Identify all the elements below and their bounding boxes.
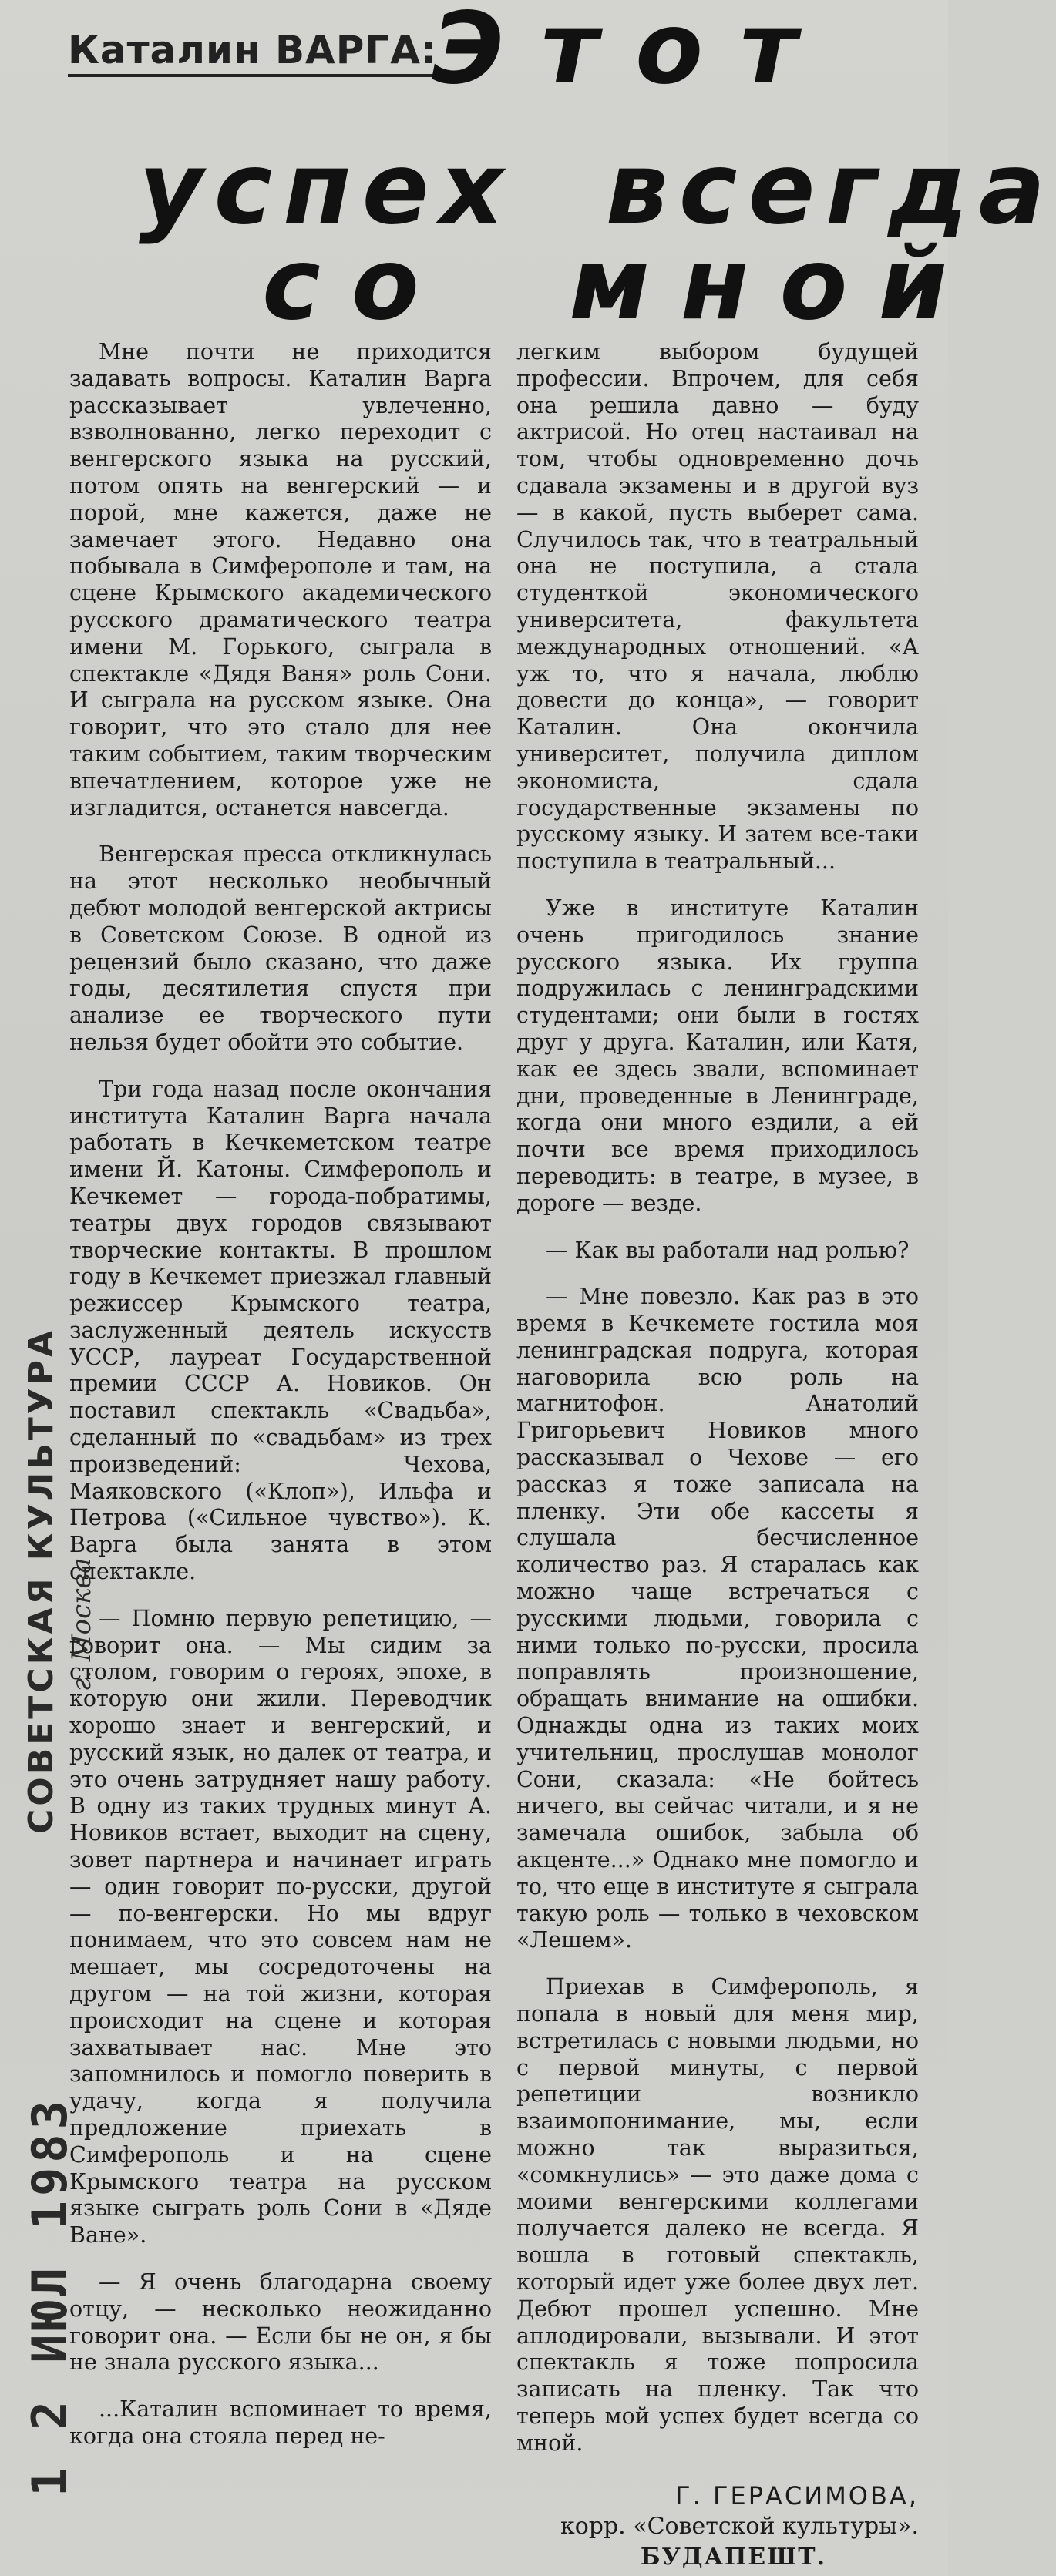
headline-line-2: успех всегда	[139, 132, 1056, 247]
paragraph: Приехав в Симферополь, я попала в новый для меня мир, встретилась с новыми людьми, но с первой минуты, с первой репетиции возникло взаимопонимание, мы, если можно так выразиться, «сомкнулись» — это даже дома с моими венгерскими коллегами получается далеко не всегда. Я вошла в готовый спектакль, который идет уже более двух лет. Дебют прошел успешно. Мне аплодировали, вызывали. И этот спектакль я тоже попросила записать на пленку. Так что теперь мой успех будет всегда со мной.	[516, 1974, 919, 2456]
stamp-newspaper: СОВЕТСКАЯ КУЛЬТУРА	[22, 1327, 61, 1834]
paragraph: Мне почти не приходится задавать вопросы. Каталин Варга рассказывает увлеченно, взволнованно, легко переходит с венгерского языка на русский, потом опять на венгерский — и порой, мне кажется, даже не замечает этого. Недавно она побывала в Симферополе и там, на сцене Крымского академического русского драматического театра имени М. Горького, сыграла в спектакле «Дядя Ваня» роль Сони. И сыграла на русском языке. Она говорит, что это стало для нее таким событием, таким творческим впечатлением, которое уже не изгладится, останется навсегда.	[69, 339, 492, 821]
signature-city: БУДАПЕШТ.	[640, 2543, 826, 2571]
stamp-city: г. Москва	[66, 1557, 97, 1691]
paragraph: Уже в институте Каталин очень пригодилось знание русского языка. Их группа подружилась с ленинградскими студентами; они были в гостях друг у друга. Каталин, или Катя, как ее здесь звали, вспоминает дни, проведенные в Ленинграде, когда они много ездили, а ей почти все время приходилось переводить: в театре, в музее, в дороге — везде.	[516, 895, 919, 1216]
signature-name: Г. ГЕРАСИМОВА,	[675, 2480, 919, 2511]
article-column-right	[516, 339, 919, 2573]
paragraph: — Помню первую репетицию, — говорит она. — Мы сидим за столом, говорим о героях, эпохе, в которую они жили. Переводчик хорошо знает и венгерский, и русский язык, но далек от театра, и это очень затрудняет нашу работу. В одну из таких трудных минут А. Новиков встает, выходит на сцену, зовет партнера и начинает играть — один говорит по-русски, другой — по-венгерски. Но мы вдруг понимаем, что это совсем нам не мешает, мы сосредоточены на другом — на той жизни, которая происходит на сцене и которая захватывает нас. Мне это запомнилось и помогло поверить в удачу, когда я получила предложение приехать в Симферополь и на сцене Крымского театра на русском языке сыграть роль Сони в «Дяде Ване».	[69, 1605, 492, 2249]
paragraph: — Как вы работали над ролью?	[546, 1237, 910, 1263]
paragraph: легким выбором будущей профессии. Впрочем, для себя она решила давно — буду актрисой. Но отец настаивал на том, чтобы одновременно дочь сдавала экзамены и в другой вуз — в какой, пусть выберет сама. Случилось так, что в театральный она не поступила, а стала студенткой экономического университета, факультета международных отношений. «А уж то, что я начала, люблю довести до конца», — говорит Каталин. Она окончила университет, получила диплом экономиста, сдала государственные экзамены по русскому языку. И затем все-таки поступила в театральный...	[516, 339, 919, 875]
archive-stamp	[22, 1327, 97, 2497]
paragraph: — Я очень благодарна своему отцу, — несколько неожиданно говорит она. — Если бы не он, я бы не знала русского языка...	[69, 2269, 492, 2376]
headline-line-3: со мной	[262, 227, 979, 342]
paragraph: ...Каталин вспоминает то время, когда она стояла перед не-	[69, 2396, 492, 2449]
headline-line-1: Этот	[432, 0, 835, 106]
signature-role: корр. «Советской культуры».	[560, 2512, 919, 2540]
stamp-date: 1 2 ИЮЛ 1983	[22, 2096, 78, 2497]
signature-block	[516, 2480, 919, 2573]
paragraph: — Мне повезло. Как раз в это время в Кечкемете гостила моя ленинградская подруга, которая наговорила всю роль на магнитофон. Анатолий Григорьевич Новиков много рассказывал о Чехове — его рассказ я тоже записала на пленку. Эти обе кассеты я слушала бесчисленное количество раз. Я старалась как можно чаще встречаться с русскими людьми, говорила с ними только по-русски, просила поправлять произношение, обращать внимание на ошибки. Однажды одна из таких моих учительниц, прослушав монолог Сони, сказала: «Не бойтесь ничего, вы сейчас читали, и я не замечала ошибок, забыла об акценте...» Однако мне помогло и то, что еще в институте я сыграла такую роль — только в чеховском «Лешем».	[516, 1284, 919, 1953]
paragraph: Три года назад после окончания института Каталин Варга начала работать в Кечкеметском театре имени Й. Катоны. Симферополь и Кечкемет — города-побратимы, театры двух городов связывают творческие контакты. В прошлом году в Кечкемет приезжал главный режиссер Крымского театра, заслуженный деятель искусств УССР, лауреат Государственной премии СССР А. Новиков. Он поставил спектакль «Свадьба», сделанный по «свадьбам» из трех произведений: Чехова, Маяковского («Клоп»), Ильфа и Петрова («Сильное чувство»). К. Варга была занята в этом спектакле.	[69, 1076, 492, 1585]
article-column-left	[69, 339, 492, 2470]
paragraph: Венгерская пресса откликнулась на этот несколько необычный дебют молодой венгерской актрисы в Советском Союзе. В одной из рецензий было сказано, что даже годы, десятилетия спустя при анализе ее творческого пути нельзя будет обойти это событие.	[69, 841, 492, 1055]
author-byline: Каталин ВАРГА:	[68, 28, 437, 77]
